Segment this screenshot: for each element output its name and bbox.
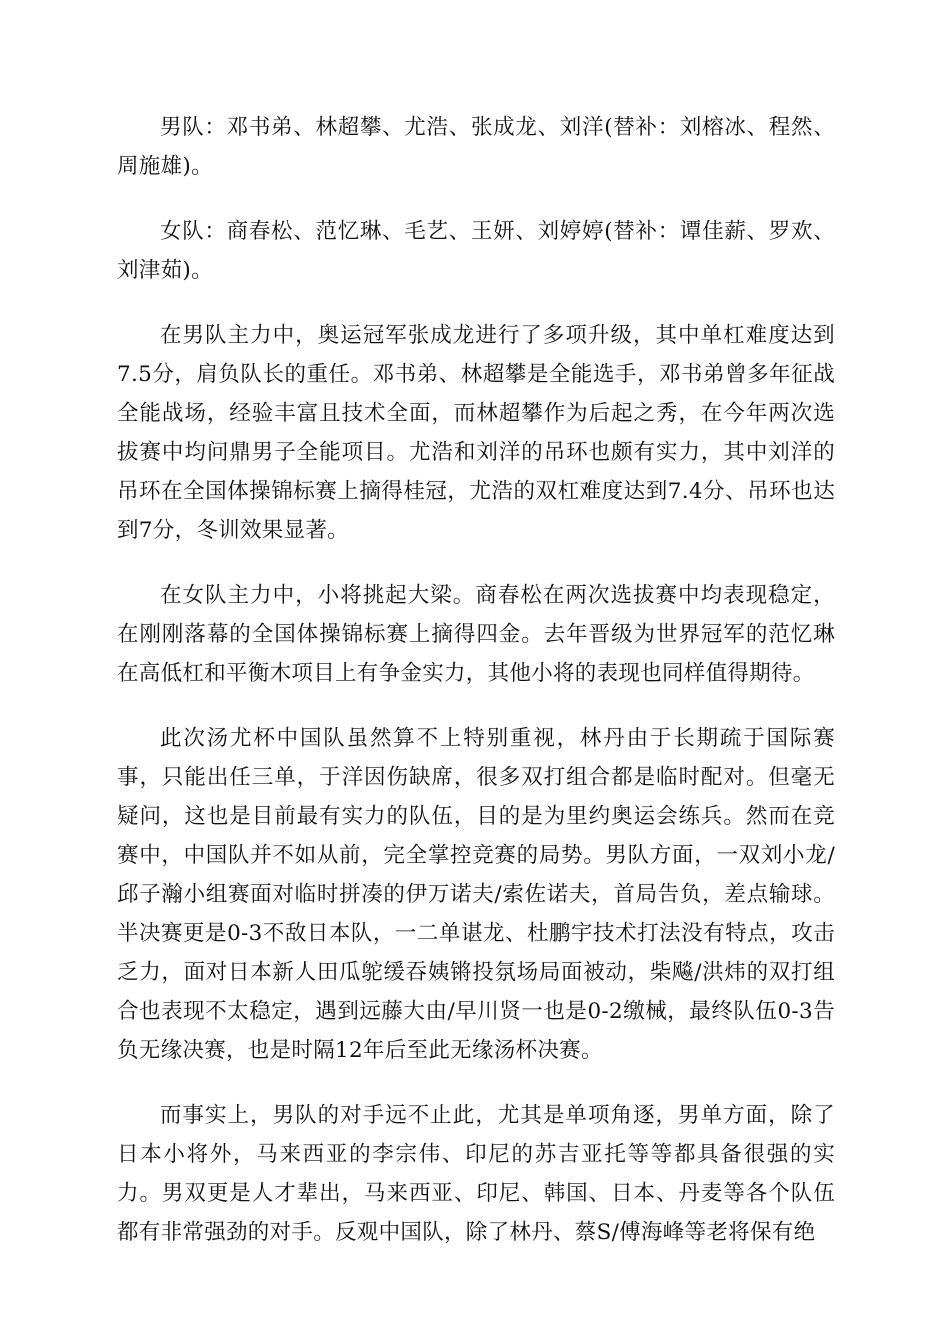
paragraph-women-main-players: 在女队主力中，小将挑起大梁。商春松在两次选拔赛中均表现稳定，在刚刚落幕的全国体操锦标赛上摘得四金。去年晋级为世界冠军的范忆琳在高低杠和平衡木项目上有争金实力，其他小将的表现也同样值得期待。 xyxy=(117,583,835,686)
paragraph-thomas-cup: 此次汤尤杯中国队虽然算不上特别重视，林丹由于长期疏于国际赛事，只能出任三单，于洋因伤缺席，很多双打组合都是临时配对。但毫无疑问，这也是目前最有实力的队伍，目的是为里约奥运会练兵。然而在竞赛中，中国队并不如从前，完全掌控竞赛的局势。男队方面，一双刘小龙/邱子瀚小组赛面对临时拼凑的伊万诺夫/索佐诺夫，首局告负，差点输球。半决赛更是0-3不敌日本队，一二单谌龙、杜鹏宇技术打法没有特点，攻击乏力，面对日本新人田瓜鸵缓吞姨锵投氛场局面被动，柴飚/洪炜的双打组合也表现不太稳定，遇到远藤大由/早川贤一也是0-2缴械，最终队伍0-3告负无缘决赛，也是时隔12年后至此无缘汤杯决赛。 xyxy=(117,726,835,1063)
document-body xyxy=(117,108,835,1278)
paragraph-women-team-roster: 女队：商春松、范忆琳、毛艺、王妍、刘婷婷(替补：谭佳薪、罗欢、刘津茹)。 xyxy=(117,219,835,283)
paragraph-men-main-players: 在男队主力中，奥运冠军张成龙进行了多项升级，其中单杠难度达到7.5分，肩负队长的重任。邓书弟、林超攀是全能选手，邓书弟曾多年征战全能战场，经验丰富且技术全面，而林超攀作为后起之秀，在今年两次选拔赛中均问鼎男子全能项目。尤浩和刘洋的吊环也颇有实力，其中刘洋的吊环在全国体操锦标赛上摘得桂冠，尤浩的双杠难度达到7.4分、吊环也达到7分，冬训效果显著。 xyxy=(117,323,835,543)
paragraph-men-team-roster: 男队：邓书弟、林超攀、尤浩、张成龙、刘洋(替补：刘榕冰、程然、周施雄)。 xyxy=(117,115,835,179)
paragraph-opponents: 而事实上，男队的对手远不止此，尤其是单项角逐，男单方面，除了日本小将外，马来西亚的李宗伟、印尼的苏吉亚托等等都具备很强的实力。男双更是人才辈出，马来西亚、印尼、韩国、日本、丹麦等各个队伍都有非常强劲的对手。反观中国队，除了林丹、蔡S/傅海峰等老将保有绝 xyxy=(117,1103,835,1245)
